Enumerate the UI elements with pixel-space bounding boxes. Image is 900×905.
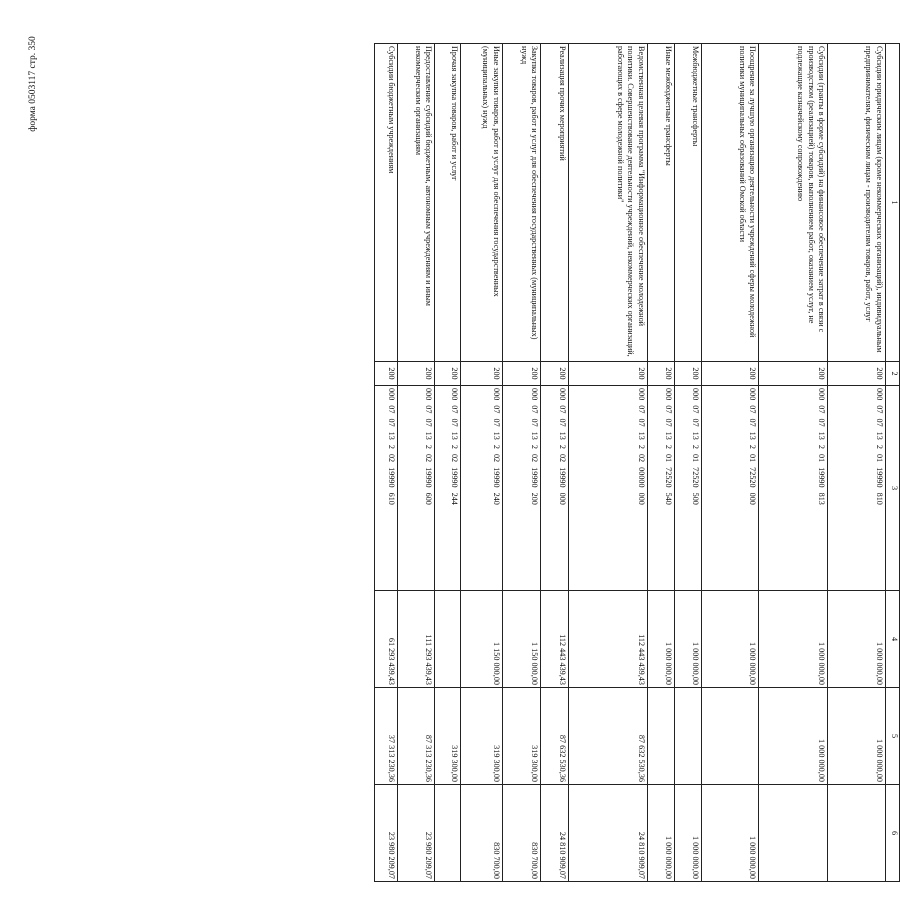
row-code-cell	[435, 386, 461, 591]
code-part: 19990	[530, 467, 540, 488]
code-part: 13	[636, 431, 646, 440]
code-part: 01	[874, 453, 884, 463]
code-part: 72520	[748, 467, 758, 488]
code-part: 610	[386, 492, 396, 505]
code-part: 13	[748, 431, 758, 440]
row-unexecuted-cell: 1 000 000,00	[647, 785, 675, 882]
row-name-cell: Субсидии (гранты в форме субсидий) на финансовое обеспечение затрат в связи с производством (реализацией) товаров, выполнением работ, оказанием услуг, не подлежащие казначейскому сопровождению	[759, 44, 828, 362]
code-part: 01	[690, 453, 700, 463]
code-part: 13	[690, 431, 700, 440]
code-part: 600	[424, 492, 434, 505]
row-executed-cell: 319 300,00	[461, 688, 502, 785]
code-part: 19990	[558, 467, 567, 488]
code-part: 540	[664, 492, 674, 505]
code-part: 19990	[386, 467, 396, 488]
code-part: 07	[558, 418, 567, 427]
header-cell: 2	[885, 362, 899, 386]
row-executed-cell: 319 300,00	[435, 688, 461, 785]
row-name-cell: Закупка товаров, работ и услуг для обеспечения государственных (муниципальных) нужд	[502, 44, 541, 362]
row-code-cell	[397, 386, 435, 591]
row-line-code-cell: 200	[675, 362, 701, 386]
row-unexecuted-cell: 830 700,00	[461, 785, 502, 882]
row-line-code-cell: 200	[397, 362, 435, 386]
code-part: 2	[530, 444, 540, 449]
code-part: 19990	[424, 467, 434, 488]
code-part: 813	[817, 492, 827, 505]
row-name-cell: Субсидии бюджетным учреждениям	[375, 44, 398, 362]
form-label-text: форма 0503117 стр. 350	[28, 36, 38, 132]
row-executed-cell: 1 000 000,00	[828, 688, 886, 785]
code-part: 72520	[690, 467, 700, 488]
row-code-cell	[502, 386, 541, 591]
code-part: 500	[690, 492, 700, 505]
code-part: 13	[530, 431, 540, 440]
code-part: 2	[558, 444, 567, 449]
row-code-cell	[541, 386, 569, 591]
code-part: 244	[450, 492, 460, 505]
row-unexecuted-cell	[435, 785, 461, 882]
code-part: 01	[664, 453, 674, 463]
code-part: 19990	[491, 467, 501, 488]
code-part: 13	[558, 431, 567, 440]
code-part: 72520	[664, 467, 674, 488]
header-cell: 5	[885, 688, 899, 785]
code-part: 000	[748, 388, 758, 401]
code-part: 02	[636, 453, 646, 463]
code-part: 000	[748, 492, 758, 505]
code-part: 00000	[636, 467, 646, 488]
row-unexecuted-cell	[759, 785, 828, 882]
row-executed-cell: 87 313 230,36	[397, 688, 435, 785]
row-name-cell: Реализация прочих мероприятий	[541, 44, 569, 362]
row-line-code-cell: 200	[569, 362, 648, 386]
row-approved-cell: 1 000 000,00	[701, 591, 759, 688]
code-part: 02	[558, 453, 567, 463]
code-part: 07	[386, 405, 396, 414]
code-part: 2	[636, 444, 646, 449]
code-part: 000	[874, 388, 884, 401]
code-part: 200	[530, 492, 540, 505]
code-part: 000	[690, 388, 700, 401]
code-part: 07	[690, 405, 700, 414]
table-row	[701, 44, 759, 882]
code-part: 07	[424, 418, 434, 427]
header-cell: 3	[885, 386, 899, 591]
code-part: 000	[817, 388, 827, 401]
row-name-cell: Межбюджетные трансферты	[675, 44, 701, 362]
row-executed-cell	[701, 688, 759, 785]
row-approved-cell: 1 150 000,00	[502, 591, 541, 688]
code-part: 07	[558, 405, 567, 414]
row-executed-cell	[647, 688, 675, 785]
code-part: 02	[530, 453, 540, 463]
rotated-page	[62, 43, 899, 881]
code-part: 000	[491, 388, 501, 401]
code-part: 19990	[450, 467, 460, 488]
code-part: 2	[491, 444, 501, 449]
code-part: 07	[424, 405, 434, 414]
code-part: 000	[664, 388, 674, 401]
row-executed-cell	[675, 688, 701, 785]
header-cell: 1	[885, 44, 899, 362]
code-part: 07	[450, 405, 460, 414]
row-approved-cell: 1 000 000,00	[647, 591, 675, 688]
table-row	[828, 44, 886, 882]
table-row	[759, 44, 828, 882]
row-approved-cell: 111 293 439,43	[397, 591, 435, 688]
row-code-cell	[375, 386, 398, 591]
row-name-cell: Предоставление субсидий бюджетным, автономным учреждениям и иным некоммерческим организациям	[397, 44, 435, 362]
code-part: 000	[424, 388, 434, 401]
code-part: 000	[558, 388, 567, 401]
code-part: 13	[874, 431, 884, 440]
row-line-code-cell: 200	[375, 362, 398, 386]
row-approved-cell: 1 150 000,00	[461, 591, 502, 688]
code-part: 07	[664, 418, 674, 427]
code-part: 2	[874, 444, 884, 449]
table-row	[502, 44, 541, 882]
code-part: 000	[636, 492, 646, 505]
code-part: 07	[450, 418, 460, 427]
code-part: 2	[664, 444, 674, 449]
code-part: 19990	[817, 467, 827, 488]
code-part: 07	[636, 405, 646, 414]
header-cell: 6	[885, 785, 899, 882]
code-part: 13	[386, 431, 396, 440]
row-line-code-cell: 200	[759, 362, 828, 386]
code-part: 2	[690, 444, 700, 449]
row-name-cell: Поощрение за лучшую организацию деятельности учреждений сферы молодежной политики муниципальных образований Омской области	[701, 44, 759, 362]
code-part: 07	[530, 418, 540, 427]
row-code-cell	[675, 386, 701, 591]
row-line-code-cell: 200	[502, 362, 541, 386]
row-code-cell	[569, 386, 648, 591]
code-part: 07	[748, 405, 758, 414]
row-unexecuted-cell: 24 810 909,07	[541, 785, 569, 882]
row-unexecuted-cell: 1 000 000,00	[701, 785, 759, 882]
code-part: 13	[450, 431, 460, 440]
row-approved-cell: 1 000 000,00	[675, 591, 701, 688]
row-unexecuted-cell: 1 000 000,00	[675, 785, 701, 882]
table-row	[461, 44, 502, 882]
code-part: 07	[386, 418, 396, 427]
table-row	[397, 44, 435, 882]
row-line-code-cell: 200	[541, 362, 569, 386]
code-part: 810	[874, 492, 884, 505]
row-executed-cell: 37 313 230,36	[375, 688, 398, 785]
code-part: 07	[491, 418, 501, 427]
row-approved-cell: 61 293 439,43	[375, 591, 398, 688]
code-part: 2	[817, 444, 827, 449]
code-part: 02	[424, 453, 434, 463]
code-part: 2	[748, 444, 758, 449]
code-part: 2	[424, 444, 434, 449]
row-line-code-cell: 200	[828, 362, 886, 386]
row-code-cell	[461, 386, 502, 591]
row-approved-cell	[435, 591, 461, 688]
code-part: 07	[530, 405, 540, 414]
code-part: 07	[874, 405, 884, 414]
code-part: 07	[874, 418, 884, 427]
code-part: 01	[748, 453, 758, 463]
row-line-code-cell: 200	[461, 362, 502, 386]
row-name-cell: Ведомственная целевая программа "Информационное обеспечение молодежной политики. Совершенствование деятельности учреждений, некоммерческих организаций, работающих в сфере молодежной политики"	[569, 44, 648, 362]
code-part: 2	[386, 444, 396, 449]
code-part: 000	[450, 388, 460, 401]
row-executed-cell: 87 632 530,36	[541, 688, 569, 785]
table-row	[541, 44, 569, 882]
code-part: 07	[748, 418, 758, 427]
form-label	[27, 14, 39, 154]
report-table-container	[374, 43, 900, 881]
code-part: 19990	[874, 467, 884, 488]
code-part: 000	[530, 388, 540, 401]
code-part: 13	[664, 431, 674, 440]
row-unexecuted-cell: 23 980 209,07	[397, 785, 435, 882]
row-approved-cell: 112 443 439,43	[541, 591, 569, 688]
code-part: 13	[817, 431, 827, 440]
code-part: 240	[491, 492, 501, 505]
code-part: 07	[664, 405, 674, 414]
row-line-code-cell: 200	[701, 362, 759, 386]
row-name-cell: Иные закупки товаров, работ и услуг для обеспечения государственных (муниципальных) нужд	[461, 44, 502, 362]
row-name-cell: Субсидии юридическим лицам (кроме некоммерческих организаций), индивидуальным предпринимателям, физическим лицам - производителям товаров, работ, услуг	[828, 44, 886, 362]
code-part: 000	[558, 492, 567, 505]
code-part: 000	[636, 388, 646, 401]
header-cell: 4	[885, 591, 899, 688]
table-row	[569, 44, 648, 882]
code-part: 02	[491, 453, 501, 463]
table-row	[375, 44, 398, 882]
row-name-cell: Прочая закупка товаров, работ и услуг	[435, 44, 461, 362]
code-part: 02	[450, 453, 460, 463]
code-part: 07	[636, 418, 646, 427]
code-part: 07	[690, 418, 700, 427]
row-executed-cell: 1 000 000,00	[759, 688, 828, 785]
row-unexecuted-cell: 23 980 209,07	[375, 785, 398, 882]
code-part: 07	[817, 405, 827, 414]
table-body	[375, 44, 900, 882]
row-unexecuted-cell: 830 700,00	[502, 785, 541, 882]
row-executed-cell: 319 300,00	[502, 688, 541, 785]
table-row	[647, 44, 675, 882]
code-part: 07	[491, 405, 501, 414]
row-code-cell	[647, 386, 675, 591]
table-row	[435, 44, 461, 882]
code-part: 07	[817, 418, 827, 427]
table-row	[675, 44, 701, 882]
row-line-code-cell: 200	[435, 362, 461, 386]
code-part: 01	[817, 453, 827, 463]
code-part: 000	[386, 388, 396, 401]
row-approved-cell: 112 443 439,43	[569, 591, 648, 688]
report-table	[374, 43, 900, 882]
row-unexecuted-cell: 24 810 909,07	[569, 785, 648, 882]
row-code-cell	[701, 386, 759, 591]
row-code-cell	[759, 386, 828, 591]
row-line-code-cell: 200	[647, 362, 675, 386]
row-unexecuted-cell	[828, 785, 886, 882]
row-approved-cell: 1 000 000,00	[828, 591, 886, 688]
row-code-cell	[828, 386, 886, 591]
code-part: 2	[450, 444, 460, 449]
code-part: 02	[386, 453, 396, 463]
row-approved-cell: 1 000 000,00	[759, 591, 828, 688]
header-row	[885, 44, 899, 882]
code-part: 13	[424, 431, 434, 440]
row-name-cell: Иные межбюджетные трансферты	[647, 44, 675, 362]
code-part: 13	[491, 431, 501, 440]
row-executed-cell: 87 632 530,36	[569, 688, 648, 785]
